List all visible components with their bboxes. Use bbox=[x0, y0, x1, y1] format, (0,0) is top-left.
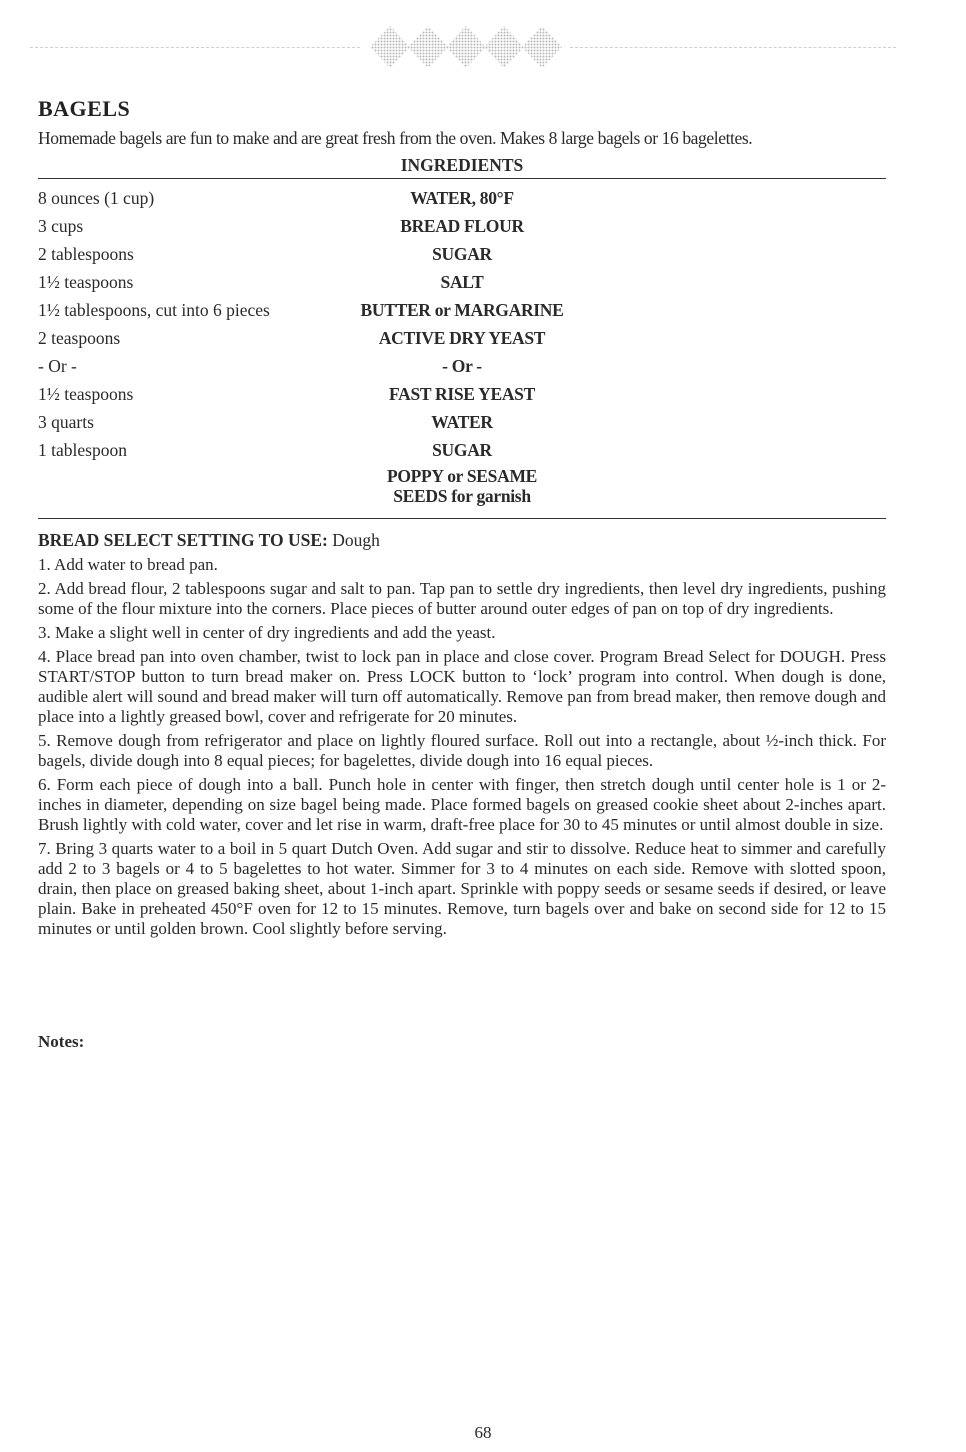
ingredient-row bbox=[38, 381, 886, 409]
ingredients-table bbox=[38, 185, 886, 509]
ingredient-row bbox=[38, 325, 886, 353]
ingredient-amount: 2 tablespoons bbox=[38, 244, 134, 264]
ingredient-name: WATER bbox=[431, 412, 493, 432]
instruction-step: 7. Bring 3 quarts water to a boil in 5 quart Dutch Oven. Add sugar and stir to dissolve. Reduce heat to simmer and carefully add 2 to 3 bagels or 4 to 5 bagelettes to hot water. Simmer for 3 to 4 minutes on each side. Remove with slotted spoon, drain, then place on greased baking sheet, about 1-inch apart. Sprinkle with poppy seeds or sesame seeds if desired, or leave plain. Bake in preheated 450°F oven for 12 to 15 minutes. Remove, turn bagels over and bake on second side for 12 to 15 minutes or until golden brown. Cool slightly before serving. bbox=[38, 839, 886, 938]
bread-select-setting bbox=[38, 530, 380, 551]
ingredient-name: BUTTER or MARGARINE bbox=[360, 300, 564, 320]
header-ornament bbox=[30, 22, 896, 72]
ingredient-amount: 8 ounces (1 cup) bbox=[38, 188, 155, 208]
setting-value: Dough bbox=[332, 530, 380, 550]
diamond-1-icon bbox=[370, 26, 410, 68]
header-rule-left bbox=[30, 47, 360, 48]
notes-label: Notes: bbox=[38, 1032, 85, 1051]
diamond-4-icon bbox=[484, 26, 524, 68]
recipe-title: BAGELS bbox=[38, 96, 131, 121]
diamond-2-icon bbox=[408, 26, 448, 68]
ingredient-row bbox=[38, 437, 886, 465]
ingredient-amount: - Or - bbox=[38, 356, 77, 376]
setting-label: BREAD SELECT SETTING TO USE: bbox=[38, 530, 328, 550]
ingredient-name: WATER, 80°F bbox=[410, 188, 514, 208]
ingredient-amount: 1½ teaspoons bbox=[38, 272, 134, 292]
ingredient-name: BREAD FLOUR bbox=[400, 216, 524, 236]
ingredient-row bbox=[38, 297, 886, 325]
instructions-list bbox=[38, 555, 886, 943]
ingredient-amount: 3 quarts bbox=[38, 412, 94, 432]
ingredient-name-garnish bbox=[387, 466, 537, 506]
ingredient-amount: 1½ teaspoons bbox=[38, 384, 134, 404]
ingredient-name: - Or - bbox=[442, 356, 482, 376]
ingredient-row bbox=[38, 241, 886, 269]
diamond-3-icon bbox=[446, 26, 486, 68]
ingredient-amount: 1 tablespoon bbox=[38, 440, 127, 460]
ingredient-row bbox=[38, 269, 886, 297]
ingredient-row bbox=[38, 185, 886, 213]
header-rule-right bbox=[570, 47, 896, 48]
ingredient-name: SALT bbox=[440, 272, 484, 292]
diamond-5-icon bbox=[522, 26, 562, 68]
ingredient-name: ACTIVE DRY YEAST bbox=[378, 328, 546, 348]
ingredient-amount: 1½ tablespoons, cut into 6 pieces bbox=[38, 300, 270, 320]
ingredients-bottom-rule bbox=[38, 518, 886, 519]
garnish-line-1: POPPY or SESAME bbox=[386, 466, 538, 486]
ingredient-name: FAST RISE YEAST bbox=[389, 384, 535, 404]
ingredients-top-rule bbox=[38, 178, 886, 179]
ingredient-name: SUGAR bbox=[432, 440, 492, 460]
instruction-step: 5. Remove dough from refrigerator and place on lightly floured surface. Roll out into a rectangle, about ½-inch thick. For bagels, divide dough into 8 equal pieces; for bagelettes, divide dough into 16 equal pieces. bbox=[38, 731, 886, 770]
instruction-step: 4. Place bread pan into oven chamber, twist to lock pan in place and close cover. Program Bread Select for DOUGH. Press START/STOP button to turn bread maker on. Press LOCK button to ‘lock’ program into control. When dough is done, audible alert will sound and bread maker will turn off automatically. Remove pan from bread maker, then remove dough and place into a lightly greased bowl, cover and refrigerate for 20 minutes. bbox=[38, 647, 886, 726]
ingredient-row bbox=[38, 409, 886, 437]
instruction-step: 3. Make a slight well in center of dry ingredients and add the yeast. bbox=[38, 623, 496, 642]
page-number: 68 bbox=[474, 1423, 492, 1442]
ingredient-row bbox=[38, 213, 886, 241]
garnish-line-2: SEEDS for garnish bbox=[393, 486, 531, 506]
diamond-row-ornament-icon bbox=[368, 22, 564, 72]
ingredients-heading: INGREDIENTS bbox=[400, 155, 524, 175]
instruction-step: 2. Add bread flour, 2 tablespoons sugar and salt to pan. Tap pan to settle dry ingredients, then level dry ingredients, pushing some of the flour mixture into the corners. Place pieces of butter around outer edges of pan on top of dry ingredients. bbox=[38, 579, 886, 618]
ingredient-name: SUGAR bbox=[432, 244, 492, 264]
ingredient-amount: 3 cups bbox=[38, 216, 84, 236]
ingredient-row bbox=[38, 353, 886, 381]
instruction-step: 6. Form each piece of dough into a ball. Punch hole in center with finger, then stretch dough until center hole is 1 or 2-inches in diameter, depending on size bagel being made. Place formed bagels on greased cookie sheet about 2-inches apart. Brush lightly with cold water, cover and let rise in warm, draft-free place for 30 to 45 minutes or until almost double in size. bbox=[38, 775, 886, 834]
recipe-intro: Homemade bagels are fun to make and are great fresh from the oven. Makes 8 large bagels or 16 bagelettes. bbox=[38, 128, 753, 148]
instruction-step: 1. Add water to bread pan. bbox=[38, 555, 218, 574]
ingredient-row-garnish bbox=[38, 465, 886, 509]
ingredient-amount: 2 teaspoons bbox=[38, 328, 121, 348]
